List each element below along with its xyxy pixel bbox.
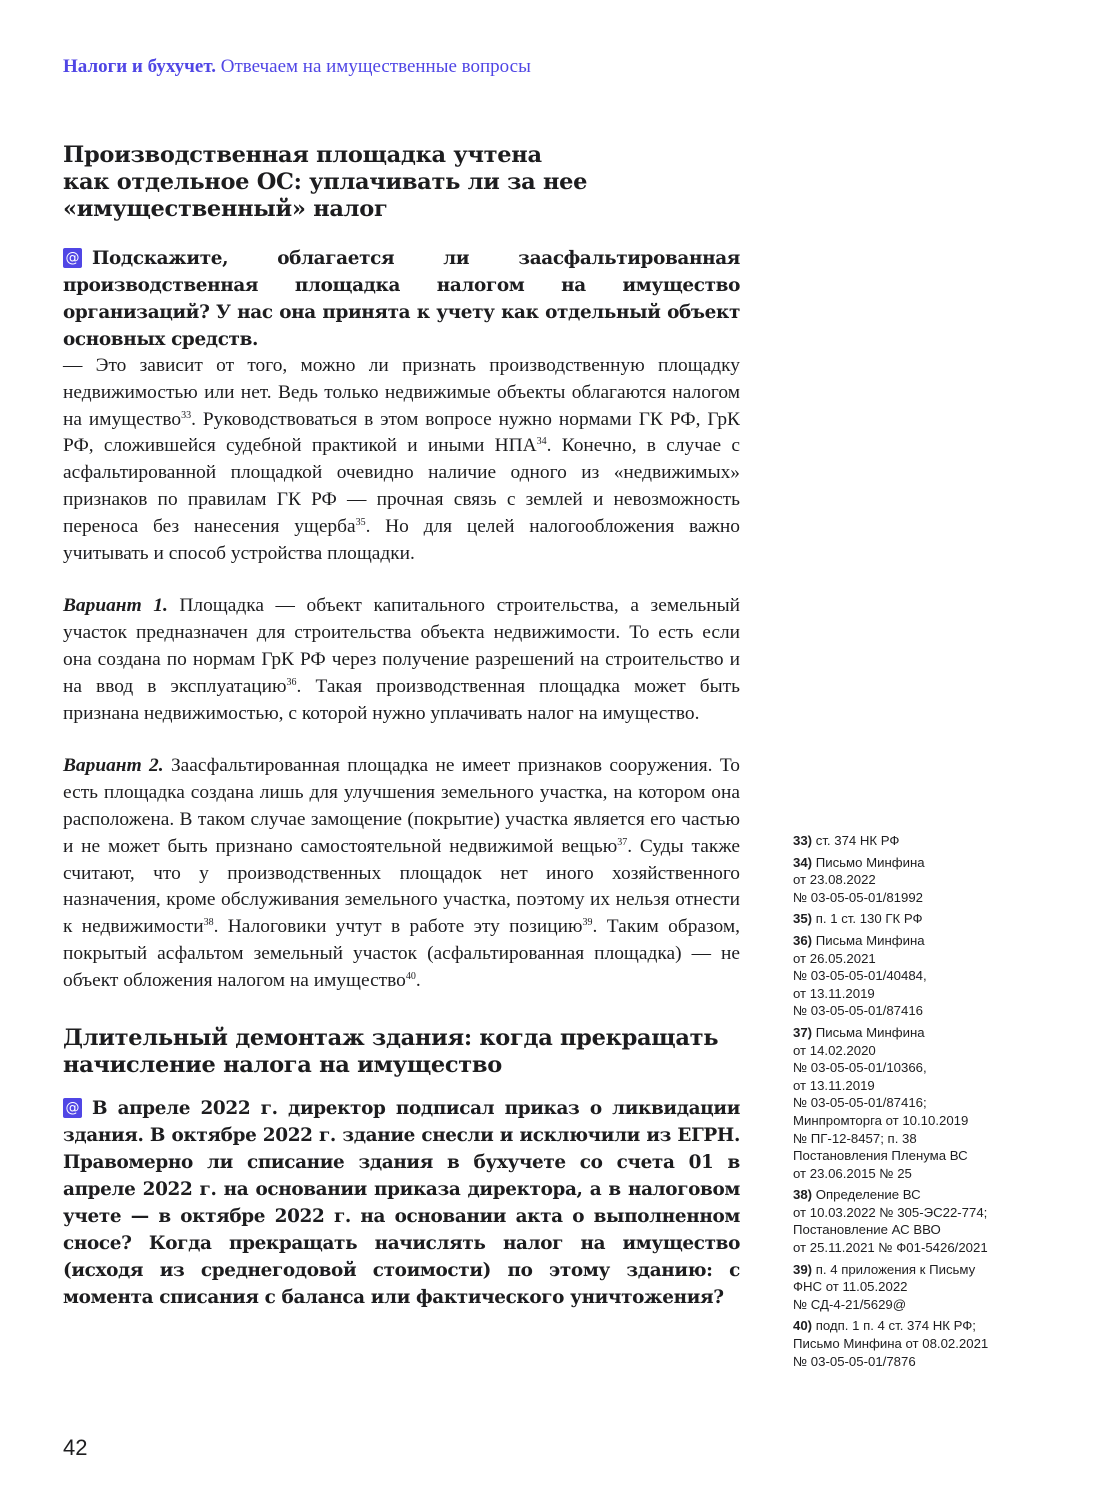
header-section: Налоги и бухучет.: [63, 56, 216, 77]
email-question-icon: @: [63, 248, 82, 268]
article1-question: @ Подскажите, облагается ли заасфальтированная производственная площадка налогом на имущество организаций? У нас она принята к учету как отдельный объект основных средств.: [63, 248, 740, 350]
article2-question: @ В апреле 2022 г. директор подписал приказ о ликвидации здания. В октябре 2022 г. здание снесли и исключили из ЕГРН. Правомерно ли списание здания в бухучете со счета 01 в апреле 2022 г. на основании приказа директора, а в налоговом учете — в октябре 2022 г. на основании акта о выполненном сносе? Когда прекращать начислять налог на имущество (исходя из среднегодовой стоимости) по этому зданию: с момента списания с баланса или фактического уничтожения?: [63, 1097, 740, 1308]
footnote-ref: 34: [536, 436, 547, 448]
footnote-ref: 35: [355, 516, 366, 528]
variant2-label: Вариант 2.: [63, 755, 164, 777]
main-column: [63, 142, 740, 1311]
footnote-ref: 33: [181, 409, 192, 421]
footnote-39: 39) п. 4 приложения к Письму ФНС от 11.05.2022 № СД-4-21/5629@: [793, 1261, 976, 1312]
footnote-36: 36) Письма Минфина от 26.05.2021 № 03-05-05-01/40484, от 13.11.2019 № 03-05-05-01/87416: [793, 932, 927, 1019]
footnote-ref: 36: [286, 676, 297, 688]
header-subtitle: Отвечаем на имущественные вопросы: [220, 56, 531, 77]
footnote-35: 35) п. 1 ст. 130 ГК РФ: [793, 911, 923, 927]
variant1-label: Вариант 1.: [63, 595, 168, 617]
email-question-icon: @: [63, 1098, 82, 1118]
footnotes: [793, 832, 1033, 1374]
footnote-ref: 38: [203, 917, 214, 929]
variant1-paragraph: Вариант 1. Площадка — объект капитального строительства, а земельный участок предназначен для строительства объекта недвижимости. То есть если она создана по нормам ГрК РФ через получение разрешений на строительство и на ввод в эксплуатацию$^{36}$. Такая производственная площадка может быть признана недвижимостью, с которой нужно уплачивать налог на имущество.: [63, 595, 740, 724]
footnote-ref: 37: [617, 836, 628, 848]
footnote-33: 33) ст. 374 НК РФ: [793, 833, 900, 848]
footnote-38: 38) Определение ВС от 10.03.2022 № 305-ЭС22-774; Постановление АС ВВО от 25.11.2021 № Ф01-5426/2021: [793, 1187, 988, 1256]
footnote-ref: 40: [405, 970, 416, 982]
article2-title: Длительный демонтаж здания: когда прекращать начисление налога на имущество: [63, 1024, 719, 1078]
footnote-37: 37) Письма Минфина от 14.02.2020 № 03-05-05-01/10366, от 13.11.2019 № 03-05-05-01/87416; Минпромторга от 10.10.2019 № ПГ-12-8457; п. 38 Постановления Пленума ВС от 23.06.2015 № 25: [793, 1024, 969, 1181]
running-header: [63, 54, 531, 80]
article1-answer: — Это зависит от того, можно ли признать производственную площадку недвижимостью или нет. Ведь только недвижимые объекты облагаются налогом на имущество$^{33}$. Руководствоваться в этом вопросе нужно нормами ГК РФ, ГрК РФ, сложившейся судебной практикой и иными НПА$^{34}$. Конечно, в случае с асфальтированной площадкой очевидно наличие одного из «недвижимых» признаков по правилам ГК РФ — прочная связь с землей и невозможность переноса без нанесения ущерба$^{35}$. Но для целей налогообложения важно учитывать и способ устройства площадки.: [63, 355, 741, 564]
footnote-40: 40) подп. 1 п. 4 ст. 374 НК РФ; Письмо Минфина от 08.02.2021 № 03-05-05-01/7876: [793, 1318, 989, 1369]
page-number: 42: [63, 1435, 88, 1460]
footnote-ref: 39: [582, 917, 593, 929]
article1-title: Производственная площадка учтена как отдельное ОС: уплачивать ли за нее «имущественный» налог: [63, 142, 588, 222]
variant2-paragraph: Вариант 2. Заасфальтированная площадка не имеет признаков сооружения. То есть площадка создана лишь для улучшения земельного участка, на котором она расположена. В таком случае замощение (покрытие) участка является его частью и не может быть признано самостоятельной недвижимой вещью$^{37}$. Суды также считают, что у производственных площадок нет иного хозяйственного назначения, кроме обслуживания земельного участка, поэтому их нельзя отнести к недвижимости$^{38}$. Налоговики учтут в работе эту позицию$^{39}$. Таким образом, покрытый асфальтом земельный участок (асфальтированная площадка) — не объект обложения налогом на имущество$^{40}$.: [63, 755, 740, 991]
footnote-34: 34) Письмо Минфина от 23.08.2022 № 03-05-05-01/81992: [793, 854, 925, 905]
